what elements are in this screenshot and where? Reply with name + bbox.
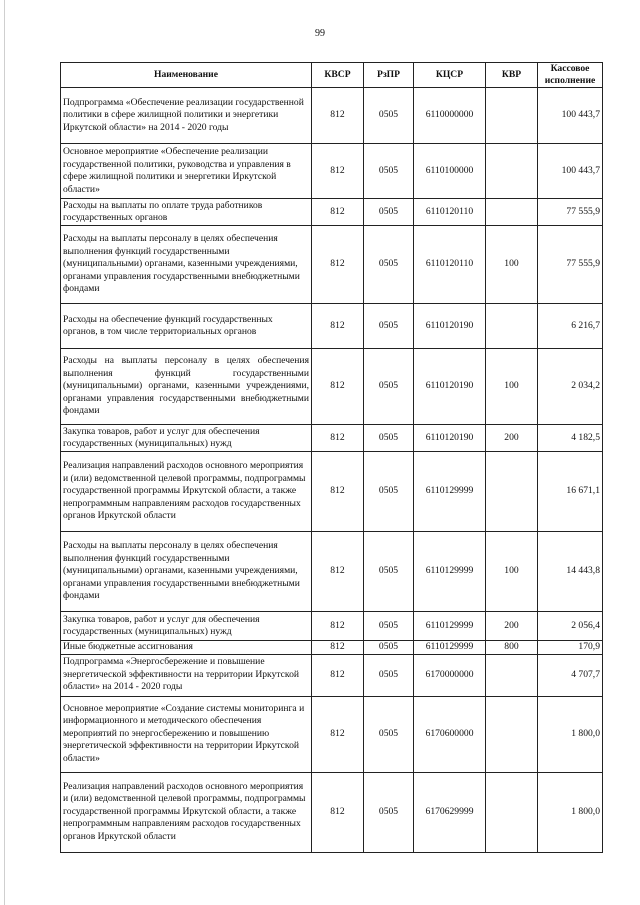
row-sum: 100 443,7: [538, 88, 603, 144]
row-sum: 1 800,0: [538, 772, 603, 852]
row-sum: 1 800,0: [538, 696, 603, 772]
row-rzpr: 0505: [364, 612, 414, 641]
row-kcsr: 6110120190: [414, 304, 486, 349]
row-name: Расходы на выплаты персоналу в целях обеспечения выполнения функций государственными (муниципальными) органами, казенными учреждениями, органами управления государственными внебюджетными фондами: [61, 532, 312, 612]
row-kvr: [486, 304, 538, 349]
row-name: Подпрограмма «Энергосбережение и повышение энергетической эффективности на территории Иркутской области» на 2014 - 2020 годы: [61, 654, 312, 696]
row-rzpr: 0505: [364, 654, 414, 696]
table-row: [61, 641, 603, 655]
row-kvsr: 812: [312, 696, 364, 772]
row-rzpr: 0505: [364, 532, 414, 612]
row-name: Закупка товаров, работ и услуг для обеспечения государственных (муниципальных) нужд: [61, 612, 312, 641]
row-kvr: [486, 772, 538, 852]
header-name: Наименование: [61, 63, 312, 88]
row-rzpr: 0505: [364, 304, 414, 349]
row-kvsr: 812: [312, 304, 364, 349]
header-kvr: КВР: [486, 63, 538, 88]
row-name: Основное мероприятие «Создание системы мониторинга и информационного и методического обеспечения мероприятий по энергосбережению и повышению энергетической эффективности на территории Иркутской области»: [61, 696, 312, 772]
row-sum: 4 182,5: [538, 425, 603, 452]
row-kvsr: 812: [312, 88, 364, 144]
table-row: [61, 425, 603, 452]
row-name: Расходы на выплаты персоналу в целях обеспечения выполнения функций государственными (муниципальными) органами, казенными учреждениями, органами управления государственными внебюджетными фондами: [61, 226, 312, 304]
row-kvsr: 812: [312, 772, 364, 852]
row-kcsr: 6110000000: [414, 88, 486, 144]
row-kvr: [486, 696, 538, 772]
row-name: Подпрограмма «Обеспечение реализации государственной политики в сфере жилищной политики и энергетики Иркутской области» на 2014 - 2020 годы: [61, 88, 312, 144]
row-sum: 2 034,2: [538, 349, 603, 425]
table-row: [61, 532, 603, 612]
row-kvr: 200: [486, 612, 538, 641]
row-name: Реализация направлений расходов основного мероприятия и (или) ведомственной целевой программы, подпрограммы государственной программы Иркутской области, а также непрограммным направлениям расходов государственных органов Иркутской области: [61, 452, 312, 532]
row-kvr: [486, 654, 538, 696]
row-kvsr: 812: [312, 144, 364, 199]
row-kvsr: 812: [312, 654, 364, 696]
row-kcsr: 6110129999: [414, 452, 486, 532]
row-kcsr: 6110100000: [414, 144, 486, 199]
row-sum: 6 216,7: [538, 304, 603, 349]
row-name: Закупка товаров, работ и услуг для обеспечения государственных (муниципальных) нужд: [61, 425, 312, 452]
row-kvr: 100: [486, 226, 538, 304]
row-rzpr: 0505: [364, 772, 414, 852]
row-rzpr: 0505: [364, 425, 414, 452]
row-kvr: [486, 199, 538, 226]
row-name: Расходы на обеспечение функций государственных органов, в том числе территориальных органов: [61, 304, 312, 349]
row-name: Реализация направлений расходов основного мероприятия и (или) ведомственной целевой программы, подпрограммы государственной программы Иркутской области, а также непрограммным направлениям расходов государственных органов Иркутской области: [61, 772, 312, 852]
row-kvsr: 812: [312, 532, 364, 612]
table-row: [61, 772, 603, 852]
table-row: [61, 226, 603, 304]
row-kcsr: 6170000000: [414, 654, 486, 696]
row-sum: 170,9: [538, 641, 603, 655]
row-sum: 16 671,1: [538, 452, 603, 532]
row-kvsr: 812: [312, 425, 364, 452]
row-name: Расходы на выплаты по оплате труда работников государственных органов: [61, 199, 312, 226]
page-number: 99: [315, 28, 325, 39]
row-name: Расходы на выплаты персоналу в целях обеспечения выполнения функций государственными (муниципальными) органами, казенными учреждениями, органами управления государственными внебюджетными фондами: [61, 349, 312, 425]
row-rzpr: 0505: [364, 144, 414, 199]
row-sum: 14 443,8: [538, 532, 603, 612]
row-rzpr: 0505: [364, 199, 414, 226]
table-header-row: [61, 63, 603, 88]
row-kcsr: 6110129999: [414, 532, 486, 612]
row-kcsr: 6110120110: [414, 226, 486, 304]
row-kvsr: 812: [312, 452, 364, 532]
table-row: [61, 452, 603, 532]
table-row: [61, 696, 603, 772]
row-sum: 2 056,4: [538, 612, 603, 641]
row-rzpr: 0505: [364, 349, 414, 425]
table-row: [61, 612, 603, 641]
row-rzpr: 0505: [364, 641, 414, 655]
row-kvr: 100: [486, 349, 538, 425]
row-rzpr: 0505: [364, 88, 414, 144]
budget-table: [60, 62, 603, 853]
row-kcsr: 6110120190: [414, 349, 486, 425]
page-margin-line: [4, 0, 5, 905]
row-sum: 77 555,9: [538, 199, 603, 226]
row-name: Иные бюджетные ассигнования: [61, 641, 312, 655]
row-kcsr: 6110120110: [414, 199, 486, 226]
row-rzpr: 0505: [364, 452, 414, 532]
table-row: [61, 654, 603, 696]
header-rzpr: РзПР: [364, 63, 414, 88]
table-row: [61, 144, 603, 199]
row-kvsr: 812: [312, 612, 364, 641]
row-sum: 4 707,7: [538, 654, 603, 696]
row-kvr: [486, 144, 538, 199]
row-kvr: 800: [486, 641, 538, 655]
table-row: [61, 199, 603, 226]
row-name: Основное мероприятие «Обеспечение реализации государственной политики, руководства и управления в сфере жилищной политики и энергетики Иркутской области»: [61, 144, 312, 199]
row-kvr: [486, 452, 538, 532]
header-kvsr: КВСР: [312, 63, 364, 88]
row-kvsr: 812: [312, 641, 364, 655]
row-kcsr: 6110129999: [414, 612, 486, 641]
header-sum: Кассовое исполнение: [538, 63, 603, 88]
row-rzpr: 0505: [364, 696, 414, 772]
row-kcsr: 6110129999: [414, 641, 486, 655]
row-kvr: 100: [486, 532, 538, 612]
table-row: [61, 88, 603, 144]
row-kcsr: 6110120190: [414, 425, 486, 452]
row-kvr: [486, 88, 538, 144]
header-kcsr: КЦСР: [414, 63, 486, 88]
row-sum: 77 555,9: [538, 226, 603, 304]
table-row: [61, 304, 603, 349]
row-kcsr: 6170600000: [414, 696, 486, 772]
table-row: [61, 349, 603, 425]
row-rzpr: 0505: [364, 226, 414, 304]
row-kvsr: 812: [312, 199, 364, 226]
row-kvsr: 812: [312, 349, 364, 425]
row-kvr: 200: [486, 425, 538, 452]
row-kcsr: 6170629999: [414, 772, 486, 852]
row-kvsr: 812: [312, 226, 364, 304]
row-sum: 100 443,7: [538, 144, 603, 199]
